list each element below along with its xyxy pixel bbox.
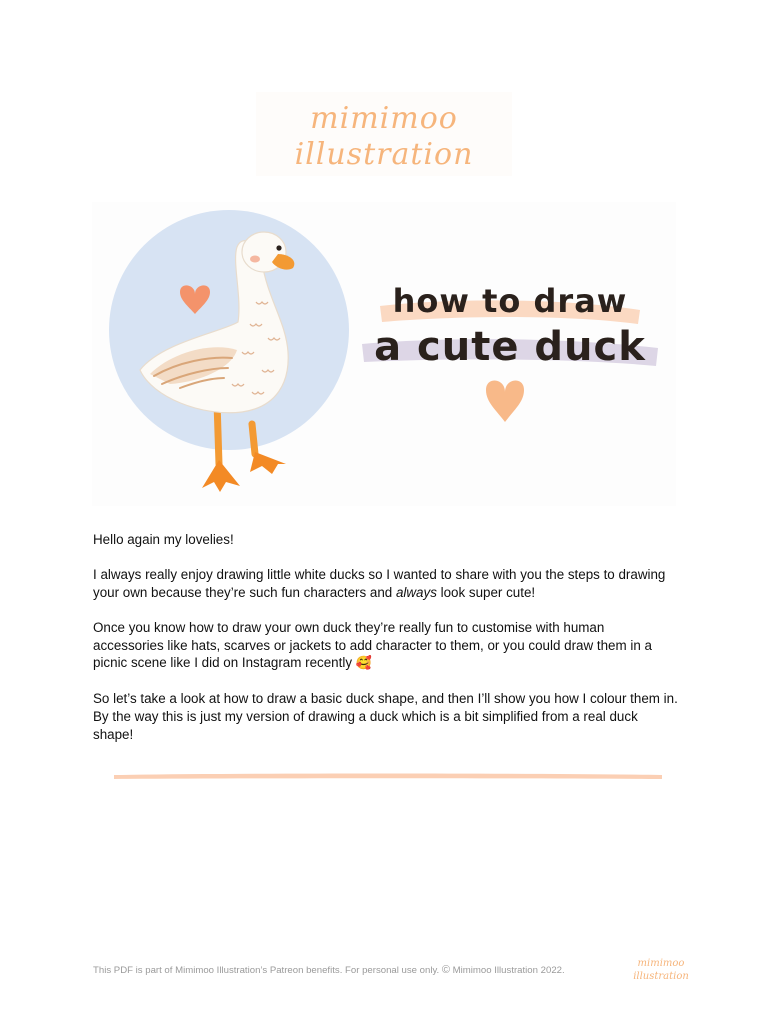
- hero-banner: [92, 202, 676, 506]
- emphasis-text: always: [395, 584, 437, 600]
- article-paragraph: [93, 531, 678, 549]
- hero-illustration: [92, 202, 676, 506]
- paragraph-text: Once you know how to draw your own duck they’re really fun to customise with human accessories like hats, scarves or jackets to add character to them, or you could draw them in a picnic scene like I did on Instagram recently: [93, 619, 652, 671]
- paragraph-text: look super cute!: [436, 584, 536, 600]
- footer-logo-line1: mimimoo: [637, 958, 685, 969]
- footer-brand-logo: [626, 954, 696, 982]
- hero-title-line2: a cute duck: [374, 324, 646, 370]
- copyright-symbol: ©: [441, 964, 451, 976]
- article-paragraph: [93, 690, 678, 743]
- hero-title-line1: how to draw: [392, 282, 628, 320]
- brand-logo-line2: illustration: [294, 137, 474, 172]
- brand-logo: [256, 92, 512, 176]
- footer-notice: [93, 964, 565, 976]
- paragraph-text: I always really enjoy drawing little white ducks so I wanted to share with you the steps to drawing your own because they’re such fun characters and: [93, 567, 666, 600]
- brand-logo-line1: mimimoo: [310, 101, 458, 136]
- article-paragraph: [93, 619, 678, 673]
- decorative-divider: [112, 771, 664, 781]
- footer-text-after: Mimimoo Illustration 2022.: [450, 965, 565, 976]
- article-body: [93, 531, 678, 761]
- smiling-hearts-emoji-icon: 🥰: [355, 656, 372, 672]
- greeting-text: Hello again my lovelies!: [93, 532, 234, 547]
- paragraph-text: So let’s take a look at how to draw a basic duck shape, and then I’ll show you how I colour them in. By the way this is just my version of drawing a duck which is a bit simplified from a real duck shape!: [93, 691, 678, 742]
- article-paragraph: [93, 566, 678, 601]
- footer-logo-line2: illustration: [633, 971, 689, 982]
- brand-logo-art: [256, 92, 512, 176]
- heart-icon: [486, 380, 524, 422]
- footer-text-before: This PDF is part of Mimimoo Illustration’s Patreon benefits. For personal use only.: [93, 965, 442, 976]
